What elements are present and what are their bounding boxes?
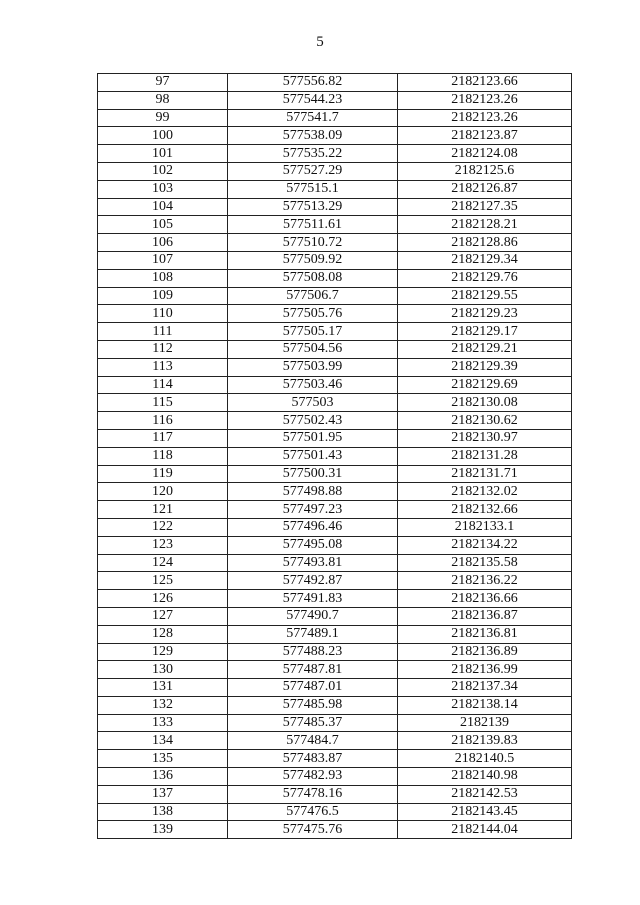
x-coordinate-cell: 577489.1 — [228, 625, 398, 643]
table-row — [98, 447, 572, 465]
point-number-cell: 119 — [98, 465, 228, 483]
y-coordinate-cell: 2182129.76 — [398, 269, 572, 287]
y-coordinate-cell: 2182124.08 — [398, 145, 572, 163]
x-coordinate-cell: 577498.88 — [228, 483, 398, 501]
x-coordinate-cell: 577505.76 — [228, 305, 398, 323]
y-coordinate-cell: 2182136.99 — [398, 661, 572, 679]
y-coordinate-cell: 2182136.87 — [398, 607, 572, 625]
x-coordinate-cell: 577492.87 — [228, 572, 398, 590]
table-row — [98, 74, 572, 92]
x-coordinate-cell: 577501.43 — [228, 447, 398, 465]
point-number-cell: 118 — [98, 447, 228, 465]
point-number-cell: 100 — [98, 127, 228, 145]
point-number-cell: 109 — [98, 287, 228, 305]
point-number-cell: 112 — [98, 340, 228, 358]
x-coordinate-cell: 577483.87 — [228, 750, 398, 768]
y-coordinate-cell: 2182132.66 — [398, 501, 572, 519]
x-coordinate-cell: 577500.31 — [228, 465, 398, 483]
x-coordinate-cell: 577510.72 — [228, 234, 398, 252]
y-coordinate-cell: 2182125.6 — [398, 162, 572, 180]
point-number-cell: 134 — [98, 732, 228, 750]
point-number-cell: 106 — [98, 234, 228, 252]
page-number: 5 — [316, 34, 324, 50]
table-row — [98, 750, 572, 768]
point-number-cell: 104 — [98, 198, 228, 216]
y-coordinate-cell: 2182127.35 — [398, 198, 572, 216]
table-row — [98, 162, 572, 180]
x-coordinate-cell: 577491.83 — [228, 590, 398, 608]
table-row — [98, 198, 572, 216]
x-coordinate-cell: 577544.23 — [228, 91, 398, 109]
table-row — [98, 394, 572, 412]
y-coordinate-cell: 2182139.83 — [398, 732, 572, 750]
table-row — [98, 714, 572, 732]
y-coordinate-cell: 2182137.34 — [398, 679, 572, 697]
table-row — [98, 785, 572, 803]
table-row — [98, 696, 572, 714]
y-coordinate-cell: 2182134.22 — [398, 536, 572, 554]
x-coordinate-cell: 577538.09 — [228, 127, 398, 145]
table-row — [98, 732, 572, 750]
y-coordinate-cell: 2182136.81 — [398, 625, 572, 643]
point-number-cell: 115 — [98, 394, 228, 412]
table-row — [98, 625, 572, 643]
x-coordinate-cell: 577484.7 — [228, 732, 398, 750]
x-coordinate-cell: 577490.7 — [228, 607, 398, 625]
point-number-cell: 128 — [98, 625, 228, 643]
x-coordinate-cell: 577505.17 — [228, 323, 398, 341]
y-coordinate-cell: 2182131.28 — [398, 447, 572, 465]
table-row — [98, 91, 572, 109]
y-coordinate-cell: 2182123.66 — [398, 74, 572, 92]
x-coordinate-cell: 577485.98 — [228, 696, 398, 714]
table-row — [98, 607, 572, 625]
point-number-cell: 132 — [98, 696, 228, 714]
table-row — [98, 234, 572, 252]
y-coordinate-cell: 2182130.97 — [398, 429, 572, 447]
table-row — [98, 768, 572, 786]
x-coordinate-cell: 577502.43 — [228, 412, 398, 430]
point-number-cell: 135 — [98, 750, 228, 768]
table-row — [98, 501, 572, 519]
table-row — [98, 643, 572, 661]
table-row — [98, 465, 572, 483]
table-row — [98, 127, 572, 145]
x-coordinate-cell: 577488.23 — [228, 643, 398, 661]
point-number-cell: 133 — [98, 714, 228, 732]
y-coordinate-cell: 2182128.21 — [398, 216, 572, 234]
point-number-cell: 105 — [98, 216, 228, 234]
x-coordinate-cell: 577476.5 — [228, 803, 398, 821]
table-row — [98, 661, 572, 679]
point-number-cell: 127 — [98, 607, 228, 625]
point-number-cell: 98 — [98, 91, 228, 109]
y-coordinate-cell: 2182129.55 — [398, 287, 572, 305]
x-coordinate-cell: 577487.81 — [228, 661, 398, 679]
table-row — [98, 340, 572, 358]
y-coordinate-cell: 2182123.26 — [398, 109, 572, 127]
point-number-cell: 117 — [98, 429, 228, 447]
point-number-cell: 139 — [98, 821, 228, 839]
table-row — [98, 251, 572, 269]
table-row — [98, 803, 572, 821]
y-coordinate-cell: 2182129.17 — [398, 323, 572, 341]
x-coordinate-cell: 577482.93 — [228, 768, 398, 786]
y-coordinate-cell: 2182128.86 — [398, 234, 572, 252]
y-coordinate-cell: 2182123.26 — [398, 91, 572, 109]
y-coordinate-cell: 2182138.14 — [398, 696, 572, 714]
point-number-cell: 125 — [98, 572, 228, 590]
table-row — [98, 483, 572, 501]
x-coordinate-cell: 577493.81 — [228, 554, 398, 572]
x-coordinate-cell: 577503 — [228, 394, 398, 412]
point-number-cell: 116 — [98, 412, 228, 430]
y-coordinate-cell: 2182129.23 — [398, 305, 572, 323]
point-number-cell: 124 — [98, 554, 228, 572]
table-row — [98, 323, 572, 341]
table-row — [98, 518, 572, 536]
table-row — [98, 145, 572, 163]
x-coordinate-cell: 577487.01 — [228, 679, 398, 697]
point-number-cell: 130 — [98, 661, 228, 679]
point-number-cell: 114 — [98, 376, 228, 394]
x-coordinate-cell: 577504.56 — [228, 340, 398, 358]
x-coordinate-cell: 577511.61 — [228, 216, 398, 234]
point-number-cell: 103 — [98, 180, 228, 198]
point-number-cell: 137 — [98, 785, 228, 803]
x-coordinate-cell: 577475.76 — [228, 821, 398, 839]
x-coordinate-cell: 577497.23 — [228, 501, 398, 519]
y-coordinate-cell: 2182142.53 — [398, 785, 572, 803]
x-coordinate-cell: 577515.1 — [228, 180, 398, 198]
table-row — [98, 429, 572, 447]
coordinates-table — [97, 73, 572, 839]
y-coordinate-cell: 2182136.89 — [398, 643, 572, 661]
y-coordinate-cell: 2182135.58 — [398, 554, 572, 572]
y-coordinate-cell: 2182123.87 — [398, 127, 572, 145]
coordinates-table-body — [98, 74, 572, 839]
x-coordinate-cell: 577496.46 — [228, 518, 398, 536]
table-row — [98, 412, 572, 430]
y-coordinate-cell: 2182133.1 — [398, 518, 572, 536]
point-number-cell: 102 — [98, 162, 228, 180]
y-coordinate-cell: 2182143.45 — [398, 803, 572, 821]
table-row — [98, 269, 572, 287]
point-number-cell: 122 — [98, 518, 228, 536]
x-coordinate-cell: 577556.82 — [228, 74, 398, 92]
table-row — [98, 536, 572, 554]
point-number-cell: 129 — [98, 643, 228, 661]
x-coordinate-cell: 577485.37 — [228, 714, 398, 732]
x-coordinate-cell: 577509.92 — [228, 251, 398, 269]
table-row — [98, 679, 572, 697]
y-coordinate-cell: 2182140.5 — [398, 750, 572, 768]
point-number-cell: 108 — [98, 269, 228, 287]
point-number-cell: 110 — [98, 305, 228, 323]
y-coordinate-cell: 2182129.21 — [398, 340, 572, 358]
x-coordinate-cell: 577478.16 — [228, 785, 398, 803]
y-coordinate-cell: 2182129.69 — [398, 376, 572, 394]
point-number-cell: 111 — [98, 323, 228, 341]
y-coordinate-cell: 2182129.39 — [398, 358, 572, 376]
table-row — [98, 554, 572, 572]
point-number-cell: 136 — [98, 768, 228, 786]
table-row — [98, 180, 572, 198]
y-coordinate-cell: 2182129.34 — [398, 251, 572, 269]
x-coordinate-cell: 577535.22 — [228, 145, 398, 163]
y-coordinate-cell: 2182136.66 — [398, 590, 572, 608]
x-coordinate-cell: 577495.08 — [228, 536, 398, 554]
point-number-cell: 120 — [98, 483, 228, 501]
point-number-cell: 107 — [98, 251, 228, 269]
point-number-cell: 126 — [98, 590, 228, 608]
x-coordinate-cell: 577541.7 — [228, 109, 398, 127]
y-coordinate-cell: 2182136.22 — [398, 572, 572, 590]
y-coordinate-cell: 2182139 — [398, 714, 572, 732]
table-row — [98, 358, 572, 376]
y-coordinate-cell: 2182126.87 — [398, 180, 572, 198]
point-number-cell: 131 — [98, 679, 228, 697]
y-coordinate-cell: 2182140.98 — [398, 768, 572, 786]
y-coordinate-cell: 2182144.04 — [398, 821, 572, 839]
y-coordinate-cell: 2182130.08 — [398, 394, 572, 412]
table-row — [98, 572, 572, 590]
y-coordinate-cell: 2182130.62 — [398, 412, 572, 430]
table-row — [98, 287, 572, 305]
point-number-cell: 97 — [98, 74, 228, 92]
table-row — [98, 590, 572, 608]
x-coordinate-cell: 577506.7 — [228, 287, 398, 305]
table-row — [98, 216, 572, 234]
table-row — [98, 109, 572, 127]
x-coordinate-cell: 577513.29 — [228, 198, 398, 216]
table-row — [98, 305, 572, 323]
point-number-cell: 138 — [98, 803, 228, 821]
point-number-cell: 121 — [98, 501, 228, 519]
x-coordinate-cell: 577501.95 — [228, 429, 398, 447]
x-coordinate-cell: 577527.29 — [228, 162, 398, 180]
table-row — [98, 376, 572, 394]
y-coordinate-cell: 2182132.02 — [398, 483, 572, 501]
table-row — [98, 821, 572, 839]
x-coordinate-cell: 577503.46 — [228, 376, 398, 394]
point-number-cell: 99 — [98, 109, 228, 127]
point-number-cell: 123 — [98, 536, 228, 554]
y-coordinate-cell: 2182131.71 — [398, 465, 572, 483]
x-coordinate-cell: 577508.08 — [228, 269, 398, 287]
point-number-cell: 101 — [98, 145, 228, 163]
x-coordinate-cell: 577503.99 — [228, 358, 398, 376]
point-number-cell: 113 — [98, 358, 228, 376]
